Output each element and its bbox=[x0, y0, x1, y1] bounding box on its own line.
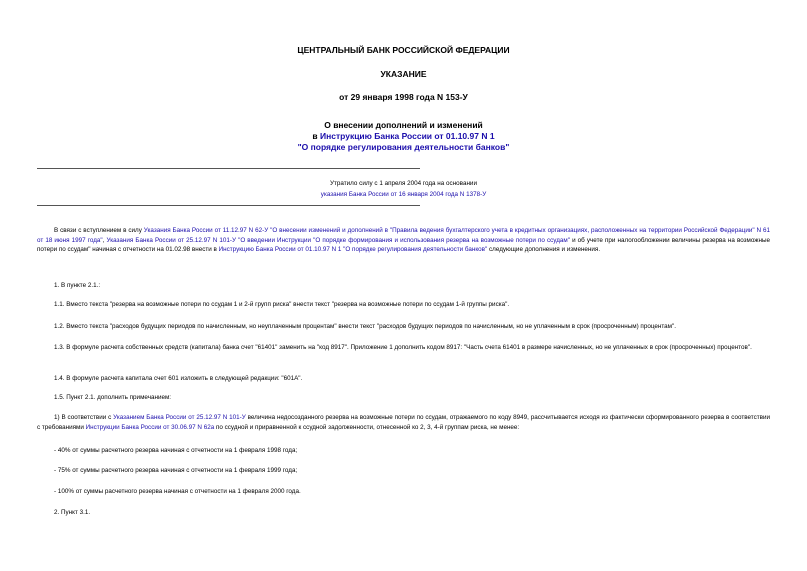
org-title: ЦЕНТРАЛЬНЫЙ БАНК РОССИЙСКОЙ ФЕДЕРАЦИИ bbox=[297, 45, 510, 55]
list-item-75: - 75% от суммы расчетного резерва начиная с отчетности на 1 февраля 1999 года; bbox=[54, 467, 298, 474]
intro-text-3: и об учете при налогообложении величины резерва на возможные потери по ссудам" начиная с отчетности на 01.02.98 внести в bbox=[37, 236, 771, 254]
intro-text-2: , bbox=[102, 236, 107, 244]
subject-line-1: О внесении дополнений и изменений bbox=[324, 120, 483, 130]
note-1 bbox=[37, 413, 770, 432]
instruction-1-link[interactable]: Инструкцию Банка России от 01.10.97 N 1 "О порядке регулирования деятельности банков" bbox=[218, 246, 488, 254]
item-1: 1. В пункте 2.1.: bbox=[54, 282, 101, 289]
item-1-2: 1.2. Вместо текста "расходов будущих периодов по начисленным, но неуплаченным процентам" внести текст "расходов будущих периодов по начисленным, но не уплаченным в срок (просроченным) процентам". bbox=[54, 323, 676, 330]
divider-bottom bbox=[37, 205, 420, 206]
list-item-100: - 100% от суммы расчетного резерва начиная с отчетности на 1 февраля 2000 года. bbox=[54, 488, 301, 495]
item-1-4: 1.4. В формуле расчета капитала счет 601 изложить в следующей редакции: "601А". bbox=[54, 375, 303, 382]
note-text-2: величина недосозданного резерва на возможные потери по ссудам, отражаемого по коду 8949, рассчитывается исходя из фактически сформированного резерва в соответствии с требованиями bbox=[37, 414, 770, 431]
document-date: от 29 января 1998 года N 153-У bbox=[339, 92, 468, 102]
ukazanie-62u-link[interactable]: Указания Банка России от 11.12.97 N 62-У "О внесении изменений и дополнений в "Правила ведения бухгалтерского учета в кредитных организациях, расположенных на территории Российской Федерации" N 61 от 18 июня 1997 года" bbox=[37, 227, 771, 244]
item-1-1: 1.1. Вместо текста "резерва на возможные потери по ссудам 1 и 2-й групп риска" внести текст "резерва на возможные потери по ссудам 1-й группы риска". bbox=[54, 301, 510, 308]
note-text-3: по ссудной и приравненной к ссудной задолженности, отнесенной ко 2, 3, 4-й группам риска, не менее: bbox=[214, 423, 520, 431]
item-2: 2. Пункт 3.1. bbox=[54, 509, 91, 516]
subject-line-2 bbox=[0, 131, 807, 141]
intro-text-4: следующие дополнения и изменения. bbox=[487, 246, 601, 254]
document-type: УКАЗАНИЕ bbox=[380, 69, 427, 79]
item-1-3: 1.3. В формуле расчета собственных средств (капитала) банка счет "61401" заменить на "код 8917". Приложение 1 дополнить кодом 8917: "Часть счета 61401 в размере начисленных, но не уплаченных в срок (просроченных) процентов". bbox=[54, 344, 752, 351]
intro-paragraph bbox=[37, 226, 770, 255]
item-1-5: 1.5. Пункт 2.1. дополнить примечанием: bbox=[54, 394, 172, 401]
instruction-62a-link[interactable]: Инструкции Банка России от 30.06.97 N 62а bbox=[85, 423, 215, 431]
subject-prefix: в bbox=[312, 131, 320, 141]
expired-link[interactable]: указания Банка России от 16 января 2004 года N 1378-У bbox=[320, 191, 487, 198]
expired-note: Утратило силу с 1 апреля 2004 года на основании bbox=[330, 180, 477, 187]
list-item-40: - 40% от суммы расчетного резерва начиная с отчетности на 1 февраля 1998 года; bbox=[54, 447, 298, 454]
subject-line-3[interactable]: "О порядке регулирования деятельности банков" bbox=[297, 142, 510, 152]
ukazanie-101u-note-link[interactable]: Указанием Банка России от 25.12.97 N 101-У bbox=[113, 414, 246, 421]
ukazanie-101u-link[interactable]: Указания Банка России от 25.12.97 N 101-У "О введении Инструкции "О порядке формирования и использования резерва на возможные потери по ссудам" bbox=[106, 236, 570, 244]
divider-top bbox=[37, 168, 420, 169]
note-text-1: 1) В соответствии с bbox=[54, 414, 114, 421]
intro-text-1: В связи с вступлением в силу bbox=[54, 227, 144, 234]
instruction-link[interactable]: Инструкцию Банка России от 01.10.97 N 1 bbox=[320, 131, 495, 141]
